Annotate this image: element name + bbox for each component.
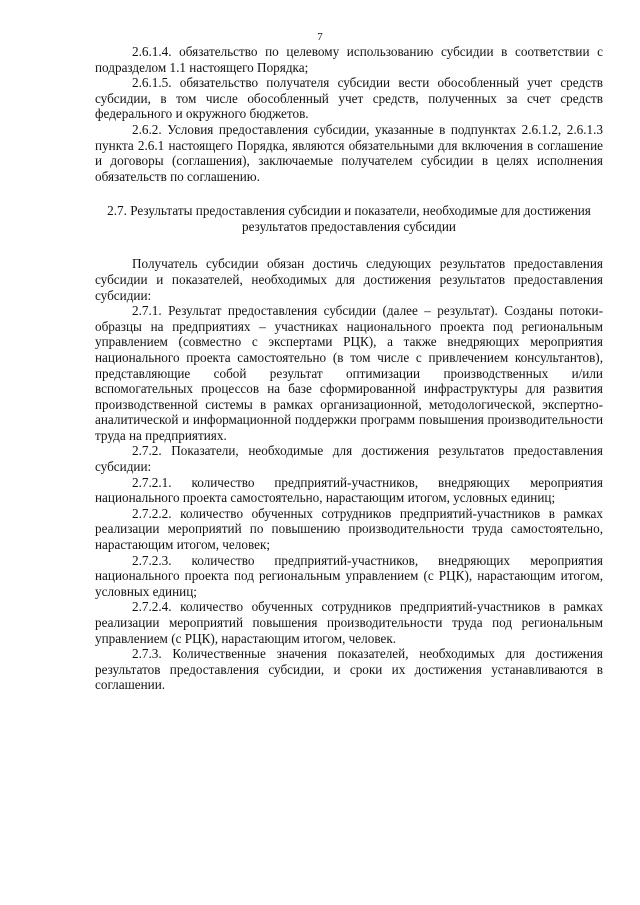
clause-2-7-2-3: 2.7.2.3. количество предприятий-участников, внедряющих мероприятия национального проекта под региональным управлением (с РЦК), нарастающим итогом, условных единиц; <box>95 552 603 599</box>
clause-2-6-1-5: 2.6.1.5. обязательство получателя субсидии вести обособленный учет средств субсидии, в том числе обособленный учет средств, полученных за счет средств федерального и окружного бюджетов. <box>95 75 603 122</box>
clause-2-6-2: 2.6.2. Условия предоставления субсидии, указанные в подпунктах 2.6.1.2, 2.6.1.3 пункта 2.6.1 настоящего Порядка, являются обязательными для включения в соглашение и договоры (соглашения), заключаемые получателем субсидии в целях исполнения обязательств по соглашению. <box>95 121 603 184</box>
clause-2-7-1: 2.7.1. Результат предоставления субсидии (далее – результат). Созданы потоки-образцы на предприятиях – участниках национального проекта под региональным управлением (совместно с экспертами РЦК), а также внедряющих мероприятия национального проекта самостоятельно (в том числе с привлечением консультантов), представляющие собой результат оптимизации производственных и/или вспомогательных процессов на базе сформированной инфраструктуры для развития производственной системы в рамках организационной, методологической, экспертно-аналитической и информационной поддержки программ повышения производительности труда на предприятиях. <box>95 303 603 443</box>
intro-paragraph: Получатель субсидии обязан достичь следующих результатов предоставления субсидии и показателей, необходимых для достижения результатов предоставления субсидии: <box>95 256 603 303</box>
document-body <box>95 44 603 693</box>
section-heading-2-7: 2.7. Результаты предоставления субсидии и показатели, необходимые для достижения результатов предоставления субсидии <box>107 203 591 235</box>
clause-2-7-2-2: 2.7.2.2. количество обученных сотрудников предприятий-участников в рамках реализации мероприятий по повышению производительности труда самостоятельно, нарастающим итогом, человек; <box>95 505 603 553</box>
clause-2-7-2: 2.7.2. Показатели, необходимые для достижения результатов предоставления субсидии: <box>95 443 603 475</box>
clause-2-7-3: 2.7.3. Количественные значения показателей, необходимых для достижения результатов предоставления субсидии, и сроки их достижения устанавливаются в соглашении. <box>95 646 603 693</box>
page-number: 7 <box>317 31 323 43</box>
clause-2-6-1-4: 2.6.1.4. обязательство по целевому использованию субсидии в соответствии с подразделом 1.1 настоящего Порядка; <box>95 44 603 75</box>
clause-2-7-2-1: 2.7.2.1. количество предприятий-участников, внедряющих мероприятия национального проекта самостоятельно, нарастающим итогом, условных единиц; <box>95 474 603 506</box>
clause-2-7-2-4: 2.7.2.4. количество обученных сотрудников предприятий-участников в рамках реализации мероприятий повышения производительности труда под региональным управлением (с РЦК), нарастающим итогом, человек. <box>95 599 603 646</box>
